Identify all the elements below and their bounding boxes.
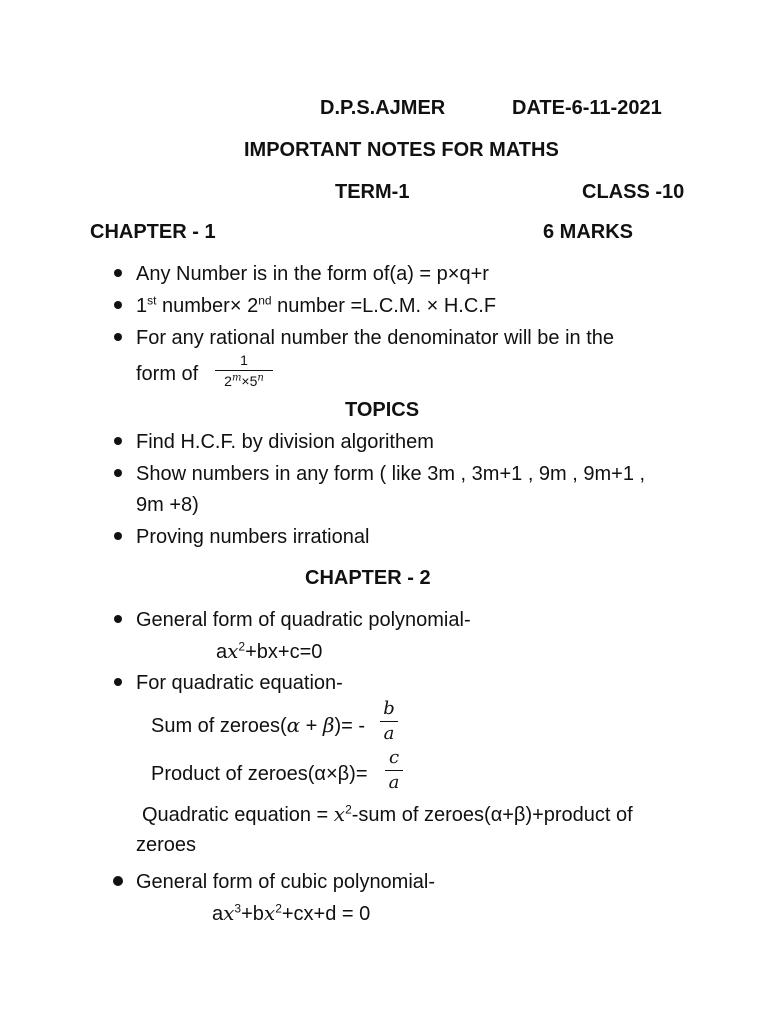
topic-irrational: Proving numbers irrational: [136, 526, 370, 548]
chapter2-heading: CHAPTER - 2: [305, 567, 431, 589]
term-label: TERM-1: [335, 181, 410, 203]
product-fraction: c a: [385, 749, 403, 792]
bullet-dot: [114, 615, 122, 623]
bullet-dot: [114, 678, 122, 686]
quadratic-equation-formula: Quadratic equation = $x^2$-sum of zeroes(α+β)+product of: [142, 802, 633, 826]
list-item-cubic-poly: General form of cubic polynomial-: [136, 871, 436, 893]
chapter1-marks: 6 MARKS: [543, 221, 634, 243]
product-of-zeroes: Product of zeroes(α×β)=: [151, 763, 368, 785]
denominator-fraction: 1 $2^m\times 5^n$: [215, 353, 273, 388]
sum-of-zeroes: Sum of zeroes(α + β)= -: [151, 713, 366, 737]
school-name: D.P.S.AJMER: [320, 97, 446, 119]
class-label: CLASS -10: [582, 181, 685, 203]
bullet-dot: [113, 876, 123, 886]
list-item-rational-line1: For any rational number the denominator will be in the: [136, 327, 615, 349]
list-item-quadratic-eq: For quadratic equation-: [136, 672, 343, 694]
topics-heading: TOPICS: [345, 399, 420, 421]
list-item-quadratic-poly: General form of quadratic polynomial-: [136, 609, 471, 631]
cubic-poly-expression: $ax^3+bx^2+cx+d = 0$: [212, 901, 371, 925]
date-label: DATE-6-11-2021: [512, 97, 662, 119]
bullet-dot: [114, 269, 122, 277]
bullet-dot: [114, 301, 122, 309]
topic-number-forms-cont: 9m +8): [136, 494, 199, 516]
bullet-dot: [114, 532, 122, 540]
quadratic-poly-expression: $ax^2+bx+c=0$: [216, 639, 323, 663]
quadratic-equation-formula-cont: zeroes: [136, 834, 197, 856]
list-item-number-form: Any Number is in the form of(a) = p×q+r: [136, 263, 489, 285]
bullet-dot: [114, 437, 122, 445]
list-item-lcm-hcf: 1st number× 2nd number =L.C.M. × H.C.F: [136, 293, 497, 317]
topic-number-forms: Show numbers in any form ( like 3m , 3m+1 , 9m , 9m+1 ,: [136, 463, 646, 485]
sum-fraction: b a: [380, 700, 398, 743]
chapter1-heading: CHAPTER - 1: [90, 221, 216, 243]
bullet-dot: [114, 469, 122, 477]
page-title: IMPORTANT NOTES FOR MATHS: [244, 139, 559, 161]
list-item-rational-line2: form of: [136, 363, 199, 385]
topic-hcf: Find H.C.F. by division algorithem: [136, 431, 434, 453]
bullet-dot: [114, 333, 122, 341]
